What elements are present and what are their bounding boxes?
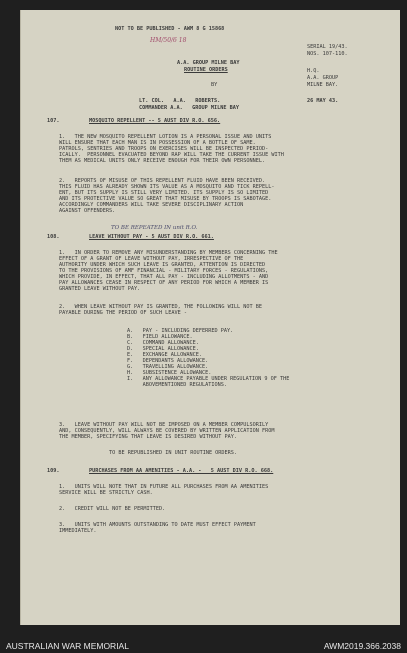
list-item: I. ANY ALLOWANCE PAYABLE UNDER REGULATION 9 OF THE xyxy=(127,376,290,382)
list-item: ABOVEMENTIONED REGULATIONS. xyxy=(127,382,227,388)
order-numbers: NOS. 107-110. xyxy=(307,51,348,57)
footer-bar xyxy=(0,637,407,653)
routine-orders-title: ROUTINE ORDERS xyxy=(184,67,228,73)
section-108-para-3: 3. LEAVE WITHOUT PAY WILL NOT BE IMPOSED ON A MEMBER COMPULSORILY AND, CONSEQUENTLY, WILL ALWAYS BE COVERED BY WRITTEN APPLICATION FROM THE MEMBER, SPECIFYING THAT LEAVE IS DESIRED WITHOUT PAY. xyxy=(59,422,275,440)
republish-note: TO BE REPUBLISHED IN UNIT ROUTINE ORDERS. xyxy=(109,450,238,456)
order-date: 26 MAY 43. xyxy=(307,98,339,104)
document-page xyxy=(20,10,400,625)
hq-line-1: H.Q. xyxy=(307,68,320,74)
section-108-para-2: 2. WHEN LEAVE WITHOUT PAY IS GRANTED, THE FOLLOWING WILL NOT BE PAYABLE DURING THE PERIOD OF SUCH LEAVE - xyxy=(59,304,263,316)
section-109-para-3: 3. UNITS WITH AMOUNTS OUTSTANDING TO DATE MUST EFFECT PAYMENT IMMEDIATELY. xyxy=(59,522,256,534)
list-item: E. EXCHANGE ALLOWANCE. xyxy=(127,352,202,358)
section-107-number: 107. xyxy=(47,118,60,124)
list-item: A. PAY - INCLUDING DEFERRED PAY. xyxy=(127,328,234,334)
list-item: B. FIELD ALLOWANCE. xyxy=(127,334,193,340)
section-109-number: 109. xyxy=(47,468,60,474)
section-109-title: PURCHASES FROM AA AMENITIES - A.A. - 5 AUST DIV R.O. 668. xyxy=(89,468,274,474)
section-108-number: 108. xyxy=(47,234,60,240)
hq-line-3: MILNE BAY. xyxy=(307,82,339,88)
not-published-line: NOT TO BE PUBLISHED - AWM 8 G 15868 xyxy=(115,26,225,32)
by-label: BY xyxy=(211,82,218,88)
footer-accession-number: AWM2019.366.2038 xyxy=(323,641,401,651)
handwritten-repeat-note: TO BE REPEATED IN unit R.O. xyxy=(111,225,198,231)
allowance-list xyxy=(127,328,289,388)
section-108-para-1: 1. IN ORDER TO REMOVE ANY MISUNDERSTANDING BY MEMBERS CONCERNING THE EFFECT OF A GRANT OF LEAVE WITHOUT PAY, IRRESPECTIVE OF THE AUTHORITY UNDER WHICH SUCH LEAVE IS GRANTED, ATTENTION IS DIRECTED TO THE PROVISIONS OF AMF FINANCIAL - MILITARY FORCES - REGULATIONS, WHICH PROVIDE, IN EFFECT, THAT ALL PAY - INCLUDING ALLOTMENTS - AND PAY ALLOWANCES CEASE IN RESPECT OF ANY PERIOD FOR WHICH A MEMBER IS GRANTED LEAVE WITHOUT PAY. xyxy=(59,250,278,292)
section-109-para-2: 2. CREDIT WILL NOT BE PERMITTED. xyxy=(59,506,166,512)
section-109-para-1: 1. UNITS WILL NOTE THAT IN FUTURE ALL PURCHASES FROM AA AMENITIES SERVICE WILL BE STRICTLY CASH. xyxy=(59,484,269,496)
footer-institution: AUSTRALIAN WAR MEMORIAL xyxy=(6,641,129,651)
section-107-title: MOSQUITO REPELLENT -- 5 AUST DIV R.O. 656. xyxy=(89,118,221,124)
commander-title: COMMANDER A.A. GROUP MILNE BAY xyxy=(139,105,239,111)
list-item: F. DEPENDANTS ALLOWANCE. xyxy=(127,358,209,364)
handwritten-reference: HM/50/6 18 xyxy=(150,37,187,44)
section-107-para-1: 1. THE NEW MOSQUITO REPELLENT LOTION IS A PERSONAL ISSUE AND UNITS WILL ENSURE THAT EACH MAN IS IN POSSESSION OF A BOTTLE OF SAME. PATROLS, SENTRIES AND TROOPS ON EXERCISES WILL BE INSPECTED PERIOD- ICALLY. PERSONNEL EVACUATED BEYOND RAP WILL TAKE THE CURRENT ISSUE WITH THEM AS MEDICAL UNITS ONLY RECEIVE ENOUGH FOR THEIR OWN PERSONNEL. xyxy=(59,134,284,164)
serial-number: SERIAL 19/43. xyxy=(307,44,348,50)
unit-title: A.A. GROUP MILNE BAY xyxy=(177,60,240,66)
section-107-para-2: 2. REPORTS OF MISUSE OF THIS REPELLENT FLUID HAVE BEEN RECEIVED. THIS FLUID HAS ALREADY SHOWN ITS VALUE AS A MOSQUITO AND TICK REPELL- ENT, BUT ITS SUPPLY IS STILL VERY LIMITED. ITS SUPPLY IS SO LIMITED AND ITS PROTECTIVE VALUE SO GREAT THAT MISUSE BY TROOPS IS SABOTAGE. ACCORDINGLY COMMANDERS WILL TAKE SEVERE DISCIPLINARY ACTION AGAINST OFFENDERS. xyxy=(59,178,275,214)
commander-name: LT. COL. A.A. ROBERTS. xyxy=(139,98,221,104)
list-item: H. SUBSISTENCE ALLOWANCE. xyxy=(127,370,212,376)
list-item: G. TRAVELLING ALLOWANCE. xyxy=(127,364,209,370)
list-item: D. SPECIAL ALLOWANCE. xyxy=(127,346,199,352)
section-108-title: LEAVE WITHOUT PAY - 5 AUST DIV R.O. 661. xyxy=(89,234,214,240)
hq-line-2: A.A. GROUP xyxy=(307,75,339,81)
list-item: C. COMMAND ALLOWANCE. xyxy=(127,340,199,346)
